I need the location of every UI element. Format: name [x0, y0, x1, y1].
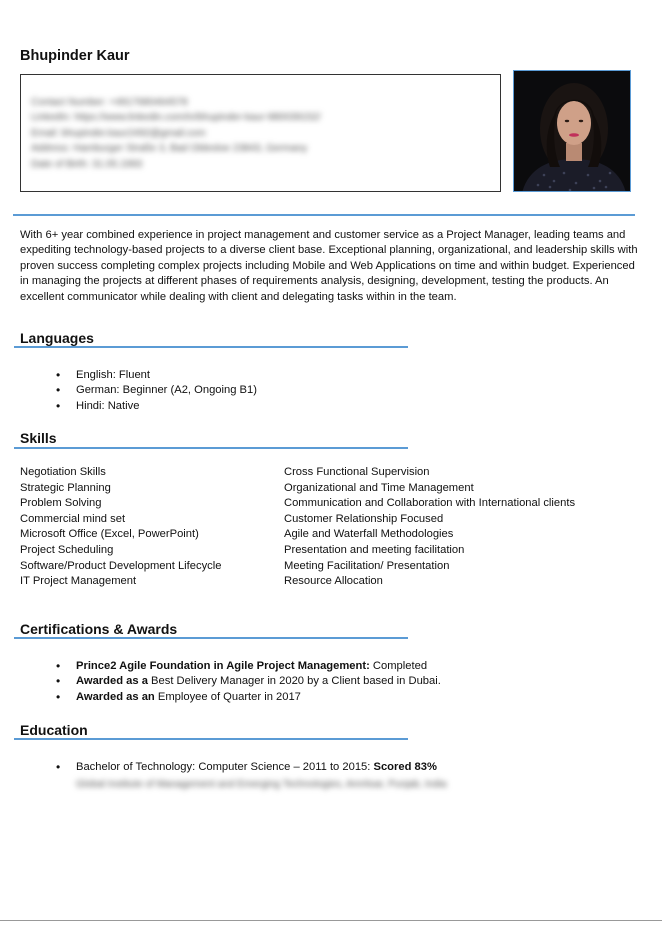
- award-bold: Awarded as an: [76, 690, 155, 703]
- list-item: [20, 760, 640, 775]
- award-bold: Awarded as a: [76, 675, 148, 688]
- languages-section: [20, 331, 94, 346]
- list-item: • English: Fluent: [20, 368, 620, 383]
- skill-item: Commercial mind set: [20, 512, 126, 525]
- skill-item: Presentation and meeting facilitation: [284, 543, 465, 556]
- portrait-icon: [514, 71, 631, 192]
- award-text: Best Delivery Manager in 2020 by a Client based in Dubai.: [147, 675, 441, 688]
- education-list: [20, 760, 640, 775]
- degree-text: Bachelor of Technology: Computer Science – 2011 to 2015:: [76, 761, 374, 773]
- education-institute: [76, 777, 447, 792]
- skill-item: Problem Solving: [20, 497, 102, 510]
- education-heading: Education: [20, 722, 88, 738]
- education-underline: [14, 738, 408, 740]
- languages-heading: Languages: [20, 330, 94, 346]
- skill-item: Strategic Planning: [20, 481, 111, 494]
- skill-item: Meeting Facilitation/ Presentation: [284, 559, 450, 572]
- list-item: [20, 674, 640, 689]
- contact-linkedin: LinkedIn: https://www.linkedin.com/in/bhupinder-kaur-980039152/: [31, 112, 321, 124]
- contact-details-box: [20, 74, 501, 192]
- skill-item: Cross Functional Supervision: [284, 466, 430, 478]
- award-text: Employee of Quarter in 2017: [154, 690, 301, 703]
- list-item: [20, 690, 640, 705]
- header-divider: [13, 214, 635, 216]
- institute-name: Global Institute of Management and Emerging Technologies, Amritsar, Punjab, India: [76, 779, 447, 790]
- skill-item: Resource Allocation: [284, 575, 383, 588]
- skills-underline: [14, 447, 408, 449]
- skill-item: Agile and Waterfall Methodologies: [284, 528, 454, 541]
- contact-email: Email: bhupinder.kaur2492@gmail.com: [31, 127, 206, 139]
- list-item: [20, 659, 640, 674]
- education-section: [20, 723, 88, 738]
- skill-item: Customer Relationship Focused: [284, 512, 444, 525]
- languages-list: [20, 368, 620, 414]
- skill-item: Organizational and Time Management: [284, 481, 474, 494]
- certifications-heading: Certifications & Awards: [20, 621, 178, 637]
- list-item: • German: Beginner (A2, Ongoing B1): [20, 383, 620, 398]
- skill-item: Software/Product Development Lifecycle: [20, 559, 222, 572]
- candidate-name: Bhupinder Kaur: [20, 48, 130, 64]
- skills-section: [20, 431, 57, 446]
- skill-item: Negotiation Skills: [20, 466, 106, 478]
- contact-address: Address: Hamburger Straße 3, Bad Oldesloe 23843, Germany: [31, 143, 308, 155]
- certification-text: Completed: [369, 660, 428, 672]
- certifications-section: [20, 622, 177, 637]
- profile-photo: [513, 70, 631, 192]
- page-bottom-border: [0, 920, 662, 921]
- skills-right-column: [284, 465, 575, 590]
- degree-score: Scored 83%: [373, 761, 437, 773]
- certifications-list: [20, 659, 640, 705]
- skill-item: Project Scheduling: [20, 543, 114, 556]
- languages-underline: [14, 346, 408, 348]
- contact-dob: Date of Birth: 31.05.1993: [31, 158, 143, 170]
- skill-item: Microsoft Office (Excel, PowerPoint): [20, 528, 199, 541]
- certification-bold: Prince2 Agile Foundation in Agile Project Management:: [76, 660, 370, 672]
- skill-item: Communication and Collaboration with International clients: [284, 497, 576, 510]
- skill-item: IT Project Management: [20, 575, 137, 588]
- skills-heading: Skills: [20, 430, 57, 446]
- professional-summary: With 6+ year combined experience in project management and customer service as a Project Manager, leading teams and expediting technology-based projects to a diverse client base. Exceptional planning, organizational, and leadership skills with proven success completing complex projects including Mobile and Web Applications on time and within budget. Experienced in managing the projects at different phases of requirements analysis, designing, development, testing the products. An excellent communicator while dealing with client and delegating tasks within in the team.: [20, 229, 638, 303]
- list-item: • Hindi: Native: [20, 399, 620, 414]
- contact-phone: Contact Number: +4917680464578: [31, 97, 188, 108]
- skills-left-column: [20, 465, 221, 590]
- certifications-underline: [14, 637, 408, 639]
